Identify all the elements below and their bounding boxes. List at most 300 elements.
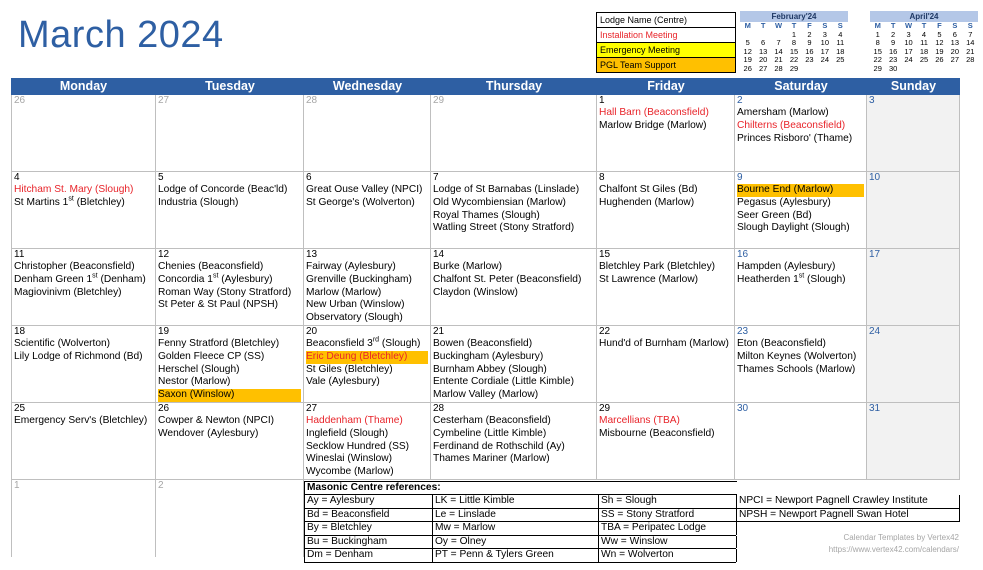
lodge-event[interactable] — [306, 197, 428, 210]
day-cell[interactable] — [735, 326, 867, 403]
lodge-name: Lily Lodge of Richmond (Bd) — [14, 350, 143, 362]
lodge-name: Bourne End (Marlow) — [737, 184, 834, 195]
lodge-event[interactable] — [306, 364, 428, 377]
lodge-event[interactable] — [599, 274, 732, 287]
lodge-event[interactable] — [158, 389, 301, 402]
credit — [829, 532, 959, 556]
lodge-name: St Giles (Bletchley) — [306, 363, 393, 375]
day-number: 30 — [737, 403, 749, 414]
reference-entry: Sh = Slough — [598, 495, 736, 509]
mini-dow: T — [791, 21, 797, 30]
day-cell[interactable] — [11, 403, 156, 480]
credit-url[interactable]: https://www.vertex42.com/calendars/ — [828, 545, 959, 554]
lodge-name: Eton (Beaconsfield) — [737, 338, 826, 349]
day-number: 17 — [869, 249, 881, 260]
lodge-event[interactable] — [306, 338, 428, 351]
lodge-name: Thames Mariner (Marlow) — [433, 453, 550, 465]
day-cell[interactable] — [867, 172, 960, 249]
mini-day: 11 — [836, 38, 845, 47]
mini-day: 13 — [950, 38, 960, 47]
weekday-tuesday: Tuesday — [205, 79, 255, 93]
lodge-name: Wineslai (Winslow) — [306, 453, 393, 465]
mini-day: 5 — [745, 38, 750, 47]
lodge-name: Ferdinand de Rothschild (Ay) — [433, 440, 565, 452]
reference-entry: Wn = Wolverton — [598, 549, 736, 563]
mini-day — [947, 65, 962, 74]
day-number: 27 — [158, 95, 170, 106]
mini-day: 20 — [758, 55, 768, 64]
mini-day: 6 — [761, 38, 766, 47]
lodge-event[interactable] — [737, 133, 864, 146]
mini-day: 21 — [966, 46, 975, 56]
day-cell[interactable] — [11, 480, 156, 557]
mini-day: 1 — [875, 29, 880, 39]
reference-entry: NPSH = Newport Pagnell Swan Hotel — [736, 509, 960, 523]
lodge-event[interactable] — [306, 312, 428, 325]
lodge-name: Heatherden 1 — [737, 273, 799, 285]
lodge-event[interactable] — [306, 415, 428, 428]
day-cell[interactable] — [431, 172, 597, 249]
lodge-event[interactable] — [158, 261, 301, 274]
reference-entry: NPCI = Newport Pagnell Crawley Institute — [736, 495, 960, 509]
day-number: 11 — [14, 249, 25, 260]
lodge-event[interactable] — [158, 299, 301, 312]
lodge-name: Beaconsfield 3 — [306, 338, 373, 349]
lodge-event[interactable] — [737, 222, 864, 235]
lodge-event[interactable] — [737, 107, 864, 120]
mini-calendar-title: April'24 — [870, 11, 978, 22]
lodge-name: Lodge of St Barnabas (Linslade) — [433, 184, 580, 195]
lodge-event[interactable] — [306, 184, 428, 197]
day-cell[interactable] — [11, 172, 156, 249]
mini-day: 19 — [743, 55, 752, 64]
day-cell[interactable] — [304, 249, 431, 326]
day-cell[interactable] — [597, 95, 735, 172]
legend — [596, 12, 736, 73]
reference-entry: Bd = Beaconsfield — [304, 509, 432, 523]
mini-day: 1 — [791, 29, 797, 39]
lodge-event[interactable] — [433, 376, 594, 389]
day-number: 15 — [599, 249, 611, 260]
lodge-name: Industria (Slough) — [158, 196, 239, 208]
mini-day: 22 — [789, 55, 799, 64]
lodge-event[interactable] — [599, 184, 732, 197]
day-cell[interactable] — [597, 249, 735, 326]
lodge-name: Bowen (Beaconsfield) — [433, 338, 533, 349]
lodge-event[interactable] — [433, 274, 594, 287]
weekday-thursday: Thursday — [485, 79, 543, 93]
mini-day: 7 — [968, 29, 973, 39]
day-number: 16 — [737, 249, 749, 260]
lodge-name: Cymbeline (Little Kimble) — [433, 427, 547, 439]
lodge-name: Burke (Marlow) — [433, 261, 503, 272]
lodge-event[interactable] — [14, 351, 153, 364]
lodge-event[interactable] — [306, 441, 428, 454]
lodge-name: Vale (Aylesbury) — [306, 376, 380, 388]
day-cell[interactable] — [431, 95, 597, 172]
lodge-event[interactable] — [433, 441, 594, 454]
mini-day: 24 — [904, 55, 913, 64]
mini-day: 8 — [875, 38, 880, 47]
lodge-event[interactable] — [158, 376, 301, 389]
lodge-name: Haddenham (Thame) — [306, 415, 403, 426]
lodge-name: Slough Daylight (Slough) — [737, 222, 850, 234]
mini-day: 23 — [805, 55, 814, 64]
lodge-name: Misbourne (Beaconsfield) — [599, 427, 715, 439]
day-cell[interactable] — [156, 172, 304, 249]
lodge-name: Chalfont St. Peter (Beaconsfield) — [433, 273, 582, 285]
mini-day: 30 — [888, 63, 898, 73]
lodge-event[interactable] — [433, 197, 594, 210]
lodge-event[interactable] — [599, 107, 732, 120]
mini-day: 17 — [820, 46, 830, 56]
mini-calendar-grid — [870, 22, 978, 73]
lodge-name: Bletchley Park (Bletchley) — [599, 261, 716, 272]
lodge-event[interactable] — [599, 197, 732, 210]
day-number: 29 — [433, 95, 445, 106]
lodge-name: Fenny Stratford (Bletchley) — [158, 338, 280, 349]
lodge-name: Lodge of Concorde (Beac'ld) — [158, 184, 288, 195]
lodge-centre: (Slough) — [804, 273, 846, 285]
day-cell[interactable] — [156, 480, 304, 557]
day-cell[interactable] — [735, 403, 867, 480]
lodge-event[interactable] — [433, 338, 594, 351]
lodge-event[interactable] — [433, 415, 594, 428]
mini-day: 4 — [921, 29, 927, 39]
lodge-event[interactable] — [433, 389, 594, 402]
lodge-name: Eric Deung (Bletchley) — [306, 350, 408, 362]
lodge-event[interactable] — [14, 274, 153, 287]
day-cell[interactable] — [304, 172, 431, 249]
lodge-name: Chalfont St Giles (Bd) — [599, 184, 698, 195]
mini-day — [817, 65, 832, 74]
day-cell[interactable] — [304, 326, 431, 403]
day-number: 2 — [737, 95, 743, 106]
lodge-event[interactable] — [737, 364, 864, 377]
lodge-event[interactable] — [158, 184, 301, 197]
lodge-event[interactable] — [306, 299, 428, 312]
mini-day: 9 — [807, 38, 812, 47]
mini-day: 18 — [919, 46, 929, 56]
lodge-event[interactable] — [737, 338, 864, 351]
lodge-event[interactable] — [158, 274, 301, 287]
lodge-event[interactable] — [14, 184, 153, 197]
lodge-event[interactable] — [306, 376, 428, 389]
weekday-saturday: Saturday — [774, 79, 828, 93]
mini-day: 2 — [891, 29, 896, 39]
legend-emergency: Emergency Meeting — [597, 43, 735, 58]
day-number: 31 — [869, 403, 881, 414]
mini-calendar-title: February'24 — [740, 11, 848, 22]
lodge-name: Emergency Serv's (Bletchley) — [14, 415, 148, 426]
mini-calendar-grid — [740, 22, 848, 73]
lodge-name: Royal Thames (Slough) — [433, 209, 540, 221]
lodge-name: Pegasus (Aylesbury) — [737, 196, 831, 208]
day-number: 3 — [869, 95, 875, 106]
day-number: 5 — [158, 172, 164, 183]
day-number: 29 — [599, 403, 611, 414]
mini-day: 25 — [919, 55, 929, 64]
lodge-name: Inglefield (Slough) — [306, 427, 389, 439]
lodge-centre: (Aylesbury) — [218, 273, 273, 285]
legend-lodge-name: Lodge Name (Centre) — [597, 13, 735, 28]
lodge-name: Burnham Abbey (Slough) — [433, 363, 547, 375]
lodge-name: Nestor (Marlow) — [158, 376, 231, 388]
day-cell[interactable] — [597, 172, 735, 249]
mini-day: 6 — [952, 29, 957, 39]
day-number: 2 — [158, 480, 164, 491]
lodge-event[interactable] — [306, 274, 428, 287]
lodge-name: Fairway (Aylesbury) — [306, 261, 396, 272]
day-cell[interactable] — [867, 249, 960, 326]
lodge-event[interactable] — [158, 338, 301, 351]
lodge-name: Magiovinivm (Bletchley) — [14, 286, 122, 298]
day-number: 27 — [306, 403, 318, 414]
reference-entry: LK = Little Kimble — [432, 495, 598, 509]
mini-dow: M — [744, 21, 751, 30]
mini-day — [901, 65, 916, 74]
day-number: 6 — [306, 172, 312, 183]
day-cell[interactable] — [156, 403, 304, 480]
lodge-event[interactable] — [14, 338, 153, 351]
lodge-name: Great Ouse Valley (NPCI) — [306, 184, 423, 195]
day-cell[interactable] — [597, 403, 735, 480]
lodge-name: Marlow Bridge (Marlow) — [599, 119, 707, 131]
day-number: 7 — [433, 172, 439, 183]
lodge-event[interactable] — [158, 287, 301, 300]
lodge-event[interactable] — [737, 120, 864, 133]
mini-day: 16 — [888, 46, 898, 56]
reference-entry: Ww = Winslow — [598, 536, 736, 550]
day-cell[interactable] — [11, 95, 156, 172]
credit-text: Calendar Templates by Vertex42 — [843, 533, 959, 542]
lodge-name: Scientific (Wolverton) — [14, 338, 111, 349]
mini-day: 25 — [836, 55, 845, 64]
mini-day: 28 — [774, 63, 783, 73]
lodge-event[interactable] — [14, 415, 153, 428]
lodge-event[interactable] — [158, 364, 301, 377]
references-title: Masonic Centre references: — [304, 481, 737, 495]
mini-day: 27 — [950, 55, 960, 64]
lodge-name: Chenies (Beaconsfield) — [158, 261, 264, 272]
lodge-event[interactable] — [433, 261, 594, 274]
lodge-event[interactable] — [599, 428, 732, 441]
reference-entry: Mw = Marlow — [432, 522, 598, 536]
day-cell[interactable] — [431, 326, 597, 403]
mini-day: 12 — [743, 46, 752, 56]
day-number: 26 — [14, 95, 26, 106]
lodge-event[interactable] — [433, 453, 594, 466]
lodge-event[interactable] — [158, 197, 301, 210]
day-number: 9 — [737, 172, 743, 183]
lodge-event[interactable] — [737, 351, 864, 364]
mini-day: 10 — [820, 38, 830, 47]
day-cell[interactable] — [11, 326, 156, 403]
weekday-friday: Friday — [647, 79, 685, 93]
lodge-event[interactable] — [306, 428, 428, 441]
lodge-event[interactable] — [599, 415, 732, 428]
lodge-name: Observatory (Slough) — [306, 312, 403, 324]
lodge-name: Christopher (Beaconsfield) — [14, 261, 135, 272]
mini-day: 27 — [758, 63, 768, 73]
reference-entry: Le = Linslade — [432, 509, 598, 523]
mini-day: 10 — [904, 38, 913, 47]
day-cell[interactable] — [867, 95, 960, 172]
day-cell[interactable] — [11, 249, 156, 326]
lodge-name: St Martins 1 — [14, 196, 69, 208]
mini-dow: T — [890, 21, 896, 30]
day-cell[interactable] — [156, 95, 304, 172]
lodge-event[interactable] — [433, 428, 594, 441]
reference-entry: Oy = Olney — [432, 536, 598, 550]
lodge-event[interactable] — [599, 120, 732, 133]
lodge-event[interactable] — [599, 261, 732, 274]
reference-entry: Ay = Aylesbury — [304, 495, 432, 509]
mini-day: 26 — [935, 55, 944, 64]
day-number: 22 — [599, 326, 611, 337]
lodge-name: Watling Street (Stony Stratford) — [433, 222, 575, 234]
mini-dow: S — [967, 21, 973, 30]
ordinal-suffix: st — [92, 272, 98, 280]
day-cell[interactable] — [431, 403, 597, 480]
mini-day: 21 — [774, 55, 783, 64]
lodge-event[interactable] — [14, 287, 153, 300]
mini-dow: T — [921, 21, 927, 30]
mini-day: 12 — [935, 38, 944, 47]
lodge-event[interactable] — [433, 210, 594, 223]
mini-dow: S — [952, 21, 958, 30]
lodge-name: Princes Risboro' (Thame) — [737, 132, 853, 144]
reference-entry: Bu = Buckingham — [304, 536, 432, 550]
lodge-name: Buckingham (Aylesbury) — [433, 350, 544, 362]
day-number: 12 — [158, 249, 170, 260]
lodge-event[interactable] — [433, 184, 594, 197]
day-cell[interactable] — [735, 95, 867, 172]
lodge-event[interactable] — [14, 197, 153, 210]
mini-dow: F — [807, 21, 812, 30]
day-cell[interactable] — [304, 403, 431, 480]
day-number: 19 — [158, 326, 170, 337]
day-number: 20 — [306, 326, 318, 337]
mini-day: 24 — [820, 55, 830, 64]
lodge-event[interactable] — [433, 351, 594, 364]
lodge-event[interactable] — [158, 351, 301, 364]
lodge-event[interactable] — [306, 261, 428, 274]
lodge-name: Wycombe (Marlow) — [306, 466, 394, 478]
lodge-name: Claydon (Winslow) — [433, 286, 518, 298]
reference-entry: SS = Stony Stratford — [598, 509, 736, 523]
ordinal-suffix: rd — [372, 336, 380, 344]
reference-entry: TBA = Peripatec Lodge — [598, 522, 736, 536]
lodge-name: Cowper & Newton (NPCI) — [158, 415, 275, 426]
ordinal-suffix: st — [798, 272, 805, 280]
lodge-name: Wendover (Aylesbury) — [158, 427, 259, 439]
lodge-event[interactable] — [306, 466, 428, 479]
mini-day — [833, 65, 848, 74]
lodge-event[interactable] — [737, 197, 864, 210]
mini-day: 14 — [966, 38, 975, 47]
day-cell[interactable] — [867, 326, 960, 403]
lodge-event[interactable] — [737, 184, 864, 197]
day-cell[interactable] — [156, 249, 304, 326]
lodge-name: Chilterns (Beaconsfield) — [737, 119, 846, 131]
mini-day: 15 — [789, 46, 799, 56]
mini-day — [802, 65, 817, 74]
day-number: 8 — [599, 172, 605, 183]
day-cell[interactable] — [431, 249, 597, 326]
day-number: 24 — [869, 326, 881, 337]
mini-day: 3 — [822, 29, 827, 39]
mini-calendar-february — [740, 11, 848, 73]
lodge-event[interactable] — [737, 210, 864, 223]
mini-dow: S — [837, 21, 843, 30]
day-cell[interactable] — [597, 326, 735, 403]
day-cell[interactable] — [304, 95, 431, 172]
mini-day: 29 — [789, 63, 799, 73]
lodge-event[interactable] — [158, 428, 301, 441]
mini-day: 8 — [791, 38, 797, 47]
mini-day: 5 — [937, 29, 942, 39]
mini-day: 11 — [920, 38, 928, 47]
lodge-name: Hitcham St. Mary (Slough) — [14, 184, 134, 195]
day-number: 4 — [14, 172, 20, 183]
lodge-event[interactable] — [306, 351, 428, 364]
mini-dow: S — [822, 21, 828, 30]
ordinal-suffix: st — [68, 195, 74, 203]
mini-dow: W — [775, 21, 783, 30]
lodge-name: Seer Green (Bd) — [737, 209, 812, 221]
mini-day: 2 — [807, 29, 812, 39]
day-number: 21 — [433, 326, 445, 337]
day-number: 1 — [14, 480, 20, 491]
mini-dow: T — [760, 21, 766, 30]
mini-day: 9 — [891, 38, 896, 47]
lodge-event[interactable] — [306, 287, 428, 300]
lodge-name: Amersham (Marlow) — [737, 107, 829, 118]
mini-dow: M — [874, 21, 881, 30]
mini-day: 29 — [873, 63, 882, 73]
mini-day: 3 — [906, 29, 911, 39]
mini-day: 28 — [966, 55, 975, 64]
lodge-name: St Lawrence (Marlow) — [599, 273, 699, 285]
lodge-event[interactable] — [433, 287, 594, 300]
day-cell[interactable] — [867, 403, 960, 480]
lodge-name: Marcellians (TBA) — [599, 415, 680, 426]
day-cell[interactable] — [156, 326, 304, 403]
day-cell[interactable] — [735, 249, 867, 326]
reference-entry: Dm = Denham — [304, 549, 432, 563]
mini-day: 18 — [836, 46, 845, 56]
day-cell[interactable] — [735, 172, 867, 249]
mini-day: 14 — [774, 46, 783, 56]
lodge-centre: (Bletchley) — [73, 196, 125, 208]
mini-day: 19 — [935, 46, 944, 56]
day-number: 25 — [14, 403, 26, 414]
lodge-name: Grenville (Buckingham) — [306, 273, 412, 285]
lodge-event[interactable] — [14, 261, 153, 274]
mini-day: 7 — [776, 38, 781, 47]
lodge-event[interactable] — [306, 453, 428, 466]
lodge-event[interactable] — [433, 364, 594, 377]
lodge-event[interactable] — [433, 222, 594, 235]
lodge-event[interactable] — [158, 415, 301, 428]
legend-pgl-support: PGL Team Support — [597, 58, 735, 72]
weekday-header — [11, 78, 960, 95]
lodge-name: Marlow Valley (Marlow) — [433, 389, 539, 401]
lodge-event[interactable] — [737, 274, 864, 287]
lodge-name: Entente Cordiale (Little Kimble) — [433, 376, 574, 388]
lodge-event[interactable] — [599, 338, 732, 351]
